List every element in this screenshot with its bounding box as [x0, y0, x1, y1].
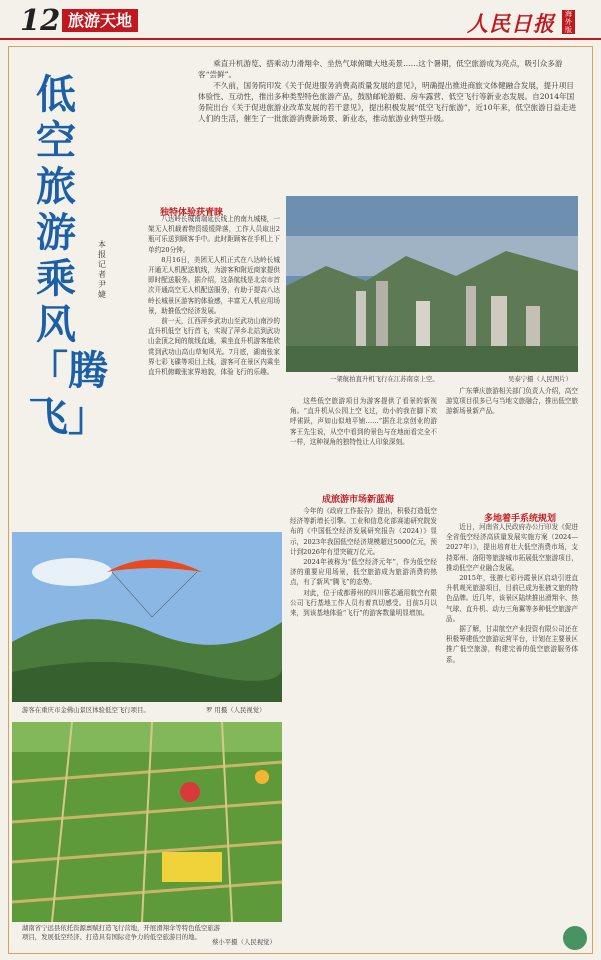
paragraph: 据了解，甘肃航空产业投资有限公司还在积极筹建低空旅游运营平台，计划在主要景区推广低空旅游，构建完善的低空旅游服务体系。	[446, 625, 578, 664]
paragraph: 2015年，张掖七彩丹霞景区启动引进直升机观光旅游项目，目前已成为张掖文旅的特色品牌。近几年，该景区陆续推出滑翔伞、热气球、直升机、动力三角翼等多种低空旅游产品。	[446, 574, 578, 623]
section-2-cont-column	[446, 386, 578, 478]
paragraph: 8月16日，美团无人机正式在八达岭长城开通无人机配送航线，为游客和附近商家提供即时配送服务。据介绍，这条航线是北京市首次开通高空无人机配送服务，有助于提高八达岭长城景区游客的体验感，丰富无人机应用场景，助推低空经济发展。	[148, 255, 280, 315]
lead-paragraph: 乘直升机游览、搭乘动力滑翔伞、坐热气球俯瞰大地美景……这个暑期，低空旅游成为亮点，吸引众多游客“尝鲜”。	[198, 59, 563, 79]
paragraph: 2024年被称为“低空经济元年”，作为低空经济的重要应用场景，低空旅游成为旅游消费的热点，有了新风“腾飞”的态势。	[290, 558, 437, 587]
photo-credit: 吴泰宁摄（人民图片）	[508, 375, 572, 383]
headline: 低空旅游乘风「腾飞」	[28, 71, 108, 440]
section-2-column	[290, 506, 437, 946]
watermark-logo	[563, 926, 587, 950]
edition-badge: 海外版	[562, 10, 575, 34]
paragraph: 近日，河南省人民政府办公厅印发《促进全省低空经济高质量发展实施方案（2024—2027年）》，提出培育壮大低空消费市场，支持郑州、洛阳等旅游城市拓展低空旅游项目，推动低空产业融合发展。	[446, 523, 578, 572]
paragraph: 八达岭长城南端延长线上的南九城楼，一架无人机载着物资缓缓降落，工作人员取出2瓶可乐送到顾客手中。此时距顾客在手机上下单约20分钟。	[148, 215, 280, 254]
page-number: 12	[20, 3, 61, 37]
photo-caption: 游客在重庆市金佛山景区体验低空飞行项目。	[22, 706, 150, 714]
lead-paragraph: 不久前，国务院印发《关于促进服务消费高质量发展的意见》，明确提出推进商旅文体健融合发展，提升项目体验性、互动性，推出多种类型特色旅游产品，鼓励邮轮游艇、房车露营、低空飞行等新业态发展。自2014年国务院出台《关于促进旅游业改革发展的若干意见》，提出积极发展“低空飞行旅游”，近10年来，低空旅游日益走进人们的生活，催生了一批旅游消费新场景、新业态，推动旅游业转型升级。	[198, 81, 577, 123]
paraglider-photo-image	[12, 532, 282, 702]
photo-city	[286, 196, 578, 372]
paragraph: 这些低空旅游项目为游客提供了看景的新视角。“直升机从公园上空飞过，幼小的我在脚下欢呼雀跃，声如山似地平铺……”据在北京创业的游客王先生说，从空中看到的景色与在地面看完全不一样，这种视角的独特性让人印象深刻。	[290, 397, 437, 446]
photo-caption: 湖南省宁远县依托资源禀赋打造飞行营地，开展滑翔伞等特色低空旅游项目，发展低空经济、打造具有国际竞争力的低空旅游目的地。	[22, 924, 221, 941]
lead-paragraphs	[198, 58, 578, 124]
paragraph: 广东肇庆旅游相关部门负责人介绍，高空游览项目很多已与当地文旅融合，推出低空旅游新场景新产品。	[446, 387, 578, 416]
city-photo-image	[286, 196, 578, 372]
page-header	[0, 0, 601, 40]
section-1-cont-column	[290, 396, 437, 482]
masthead-logo: 人民日报	[467, 11, 555, 36]
fields-photo-image	[12, 722, 282, 922]
section-heading: 多地着手系统规划	[484, 514, 557, 524]
photo-credit: 蔡小平摄（人民视觉）	[212, 938, 276, 946]
photo-caption: 一架航拍直升机飞行在江苏南京上空。	[330, 375, 439, 383]
paragraph: 对此，位于成都蓉州的四川蓉芯通用航空有限公司飞行基地工作人员有着真切感受。目前5月以来，到该基地体验“飞行”的游客数量明显增加。	[290, 588, 437, 618]
section-heading: 独特体验获青睐	[160, 208, 224, 218]
photo-paraglider	[12, 532, 282, 702]
section-heading: 成旅游市场新蓝海	[322, 495, 395, 505]
photo-credit: 罗 用摄（人民视觉）	[206, 706, 266, 714]
byline: 本报记者 尹婕	[98, 240, 106, 299]
paragraph: 前一天，江西萍乡武功山至武功山南沙的直升机低空飞行首飞，实现了萍乡北站到武功山金顶之间的航线直通，乘坐直升机游客能欣赏到武功山高山草甸风光。7月底，湖南张家界七彩飞碟等项目上线，游客可在景区内乘坐直升机俯瞰张家界地貌，体验飞行的乐趣。	[148, 317, 280, 377]
section-tag: 旅游天地	[62, 9, 138, 32]
section-3-column	[446, 522, 578, 946]
photo-fields	[12, 722, 282, 922]
paragraph: 今年的《政府工作报告》提出，积极打造低空经济等新增长引擎。工业和信息化部赛迪研究院发布的《中国低空经济发展研究报告（2024）》显示，2023年我国低空经济规模超过5000亿元，预计到2026年有望突破万亿元。	[290, 507, 437, 556]
